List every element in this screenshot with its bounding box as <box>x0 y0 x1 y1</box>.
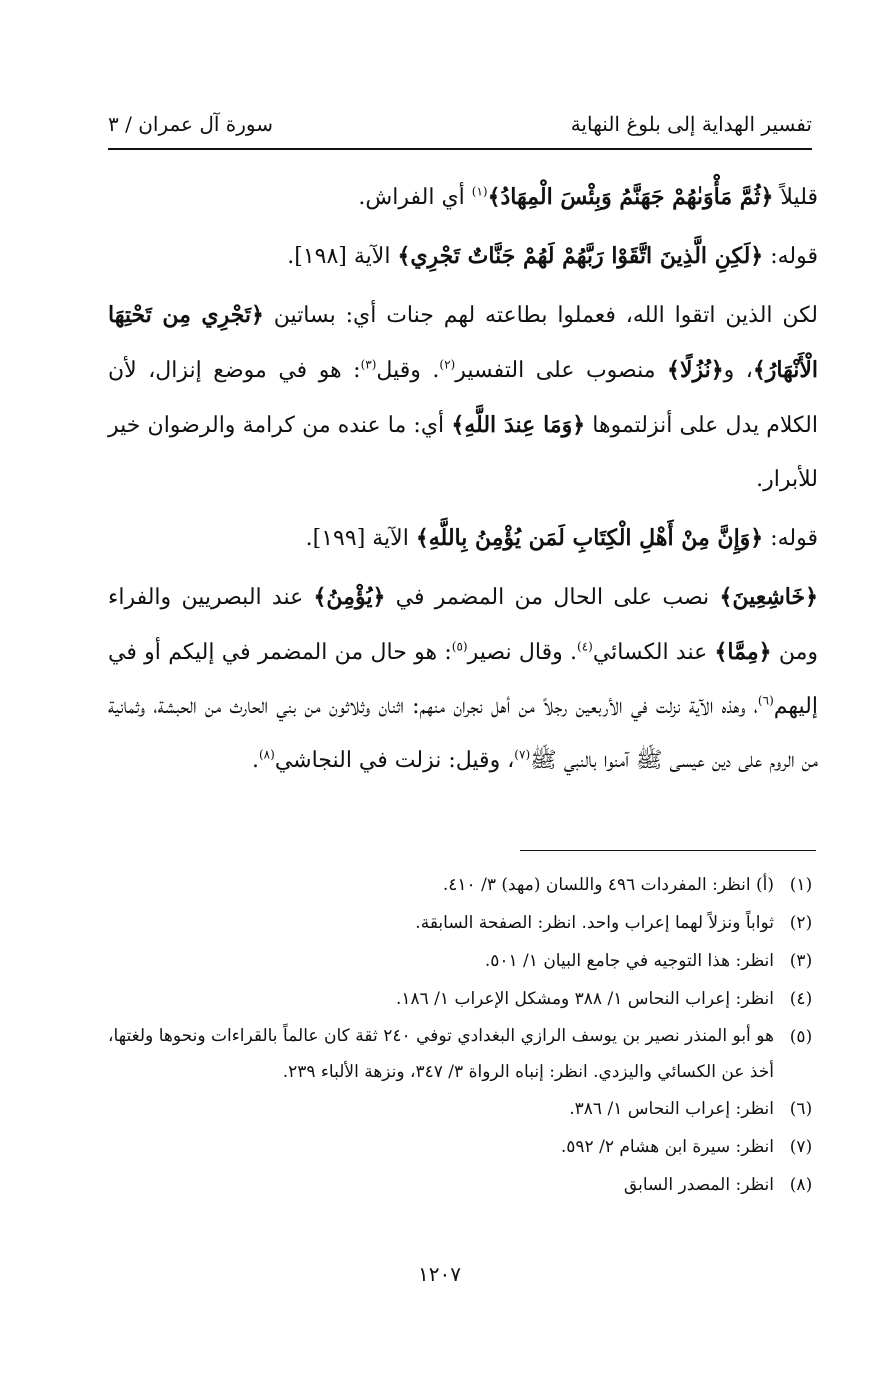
footnote-text: انظر: إعراب النحاس ١/ ٣٨٨ ومشكل الإعراب ١/ ١٨٦. <box>395 989 774 1009</box>
footnote-number: (٥) <box>789 1027 813 1047</box>
text-run: : هو حال من المضمر في إليكم أو في إليهم <box>108 640 818 719</box>
text-run: أي: ما عنده من كرامة والرضوان خير للأبرار. <box>108 413 818 492</box>
footnote-number: (٣) <box>789 951 813 971</box>
footnote-number: (١) <box>789 875 813 895</box>
quran-quote: ﴿لَكِنِ الَّذِينَ اتَّقَوْا رَبَّهُمْ لَهُمْ جَنَّاتٌ تَجْرِي﴾ <box>397 243 764 269</box>
text-run: . وقال نصير <box>467 640 578 665</box>
footnote-text: (أ) انظر: المفردات ٤٩٦ واللسان (مهد) ٣/ ٤١٠. <box>442 875 774 895</box>
text-run: . <box>251 748 259 773</box>
footnote <box>108 942 828 980</box>
text-run: منصوب على التفسير <box>455 358 668 383</box>
main-text <box>108 170 818 788</box>
quran-quote: ﴿تَجْرِي مِن تَحْتِهَا الْأَنْهَارُ﴾ <box>108 302 819 383</box>
text-run: نصب على الحال من المضمر في <box>385 585 720 610</box>
footnote-text: انظر: إعراب النحاس ١/ ٣٨٦. <box>569 1099 774 1119</box>
footnote-ref: (٤) <box>577 639 593 654</box>
footnote <box>108 1018 828 1090</box>
text-run: ، وهذه الآية نزلت في الأربعين رجلاً من أهل نجران منهم: اثنان وثلاثون من بني الحارث من الحبشة، وثمانية من الروم على دين عيسى ﷺ آمنوا بالنبي ﷺ <box>108 694 818 773</box>
text-run: الآية [١٩٨]. <box>287 244 398 269</box>
footnote <box>108 1090 828 1128</box>
footnote-ref: (٦) <box>757 693 774 708</box>
book-title: تفسير الهداية إلى بلوغ النهاية <box>570 112 812 136</box>
footnote <box>108 980 828 1018</box>
text-run: أي الفراش. <box>358 185 472 210</box>
footnote-number: (٧) <box>789 1137 813 1157</box>
footnote-text: ثواباً ونزلاً لهما إعراب واحد. انظر: الصفحة السابقة. <box>415 913 774 933</box>
footnote <box>108 1128 828 1166</box>
footnote-number: (٢) <box>789 913 813 933</box>
footnotes <box>108 866 828 1204</box>
paragraph <box>108 170 818 225</box>
footnote-text: انظر: سيرة ابن هشام ٢/ ٥٩٢. <box>560 1137 774 1157</box>
text-run: قوله: <box>763 526 818 551</box>
text-run: عند البصريين والفراء ومن <box>108 585 818 665</box>
footnote-ref: (٣) <box>360 357 377 372</box>
quran-quote: ﴿وَإِنَّ مِنْ أَهْلِ الْكِتَابِ لَمَن يُؤْمِنُ بِاللَّهِ﴾ <box>415 525 764 551</box>
quran-quote: ﴿وَمَا عِندَ اللَّهِ﴾ <box>451 412 586 438</box>
paragraph <box>108 229 818 284</box>
footnote-text: انظر: المصدر السابق <box>623 1175 774 1195</box>
footnote-ref: (٧) <box>514 747 531 762</box>
footnote-number: (٨) <box>789 1175 813 1195</box>
footnote <box>108 866 828 904</box>
footnote-number: (٤) <box>789 989 813 1009</box>
text-run: قوله: <box>763 244 818 269</box>
paragraph <box>108 288 818 507</box>
text-run: ، وقيل: نزلت في النجاشي <box>274 748 515 773</box>
quran-quote: ﴿نُزُلًا﴾ <box>667 357 724 383</box>
footnote-number: (٦) <box>789 1099 813 1119</box>
footnote-rule <box>520 850 816 851</box>
text-run: عند الكسائي <box>592 640 715 665</box>
footnote-ref: (٥) <box>451 639 468 654</box>
footnote-ref: (٢) <box>439 357 456 372</box>
footnote-ref: (١) <box>471 184 488 199</box>
text-run: الآية [١٩٩]. <box>305 526 416 551</box>
footnote-text: انظر: هذا التوجيه في جامع البيان ١/ ٥٠١. <box>484 951 774 971</box>
footnote <box>108 1166 828 1204</box>
quran-quote: ﴿مِمَّا﴾ <box>714 639 772 665</box>
quran-quote: ﴿يُؤْمِنُ﴾ <box>313 584 386 610</box>
footnote-ref: (٨) <box>258 747 275 762</box>
text-run: : هو في موضع إنزال، لأن الكلام يدل على أنزلتموها <box>108 358 818 438</box>
text-run: ، و <box>723 358 753 383</box>
text-run: لكن الذين اتقوا الله، فعملوا بطاعته لهم جنات أي: بساتين <box>263 303 818 328</box>
text-run: . وقيل <box>376 358 440 383</box>
footnote <box>108 904 828 942</box>
header-rule <box>108 148 812 150</box>
quran-quote: ﴿خَاشِعِينَ﴾ <box>719 584 819 610</box>
paragraph <box>108 570 818 788</box>
page-number: ١٢٠٧ <box>418 1262 461 1286</box>
running-header <box>108 104 812 144</box>
surah-title: سورة آل عمران / ٣ <box>108 112 274 136</box>
footnote-text: هو أبو المنذر نصير بن يوسف الرازي البغدادي توفي ٢٤٠ ثقة كان عالماً بالقراءات ونحوها ولغتها، أخذ عن الكسائي واليزدي. انظر: إنباه الرواة ٣/ ٣٤٧، ونزهة الألباء ٢٣٩. <box>108 1026 774 1082</box>
text-run: قليلاً <box>773 185 818 210</box>
paragraph <box>108 511 818 566</box>
quran-quote: ﴿ثُمَّ مَأْوَىٰهُمْ جَهَنَّمُ وَبِئْسَ الْمِهَادُ﴾ <box>487 184 774 210</box>
